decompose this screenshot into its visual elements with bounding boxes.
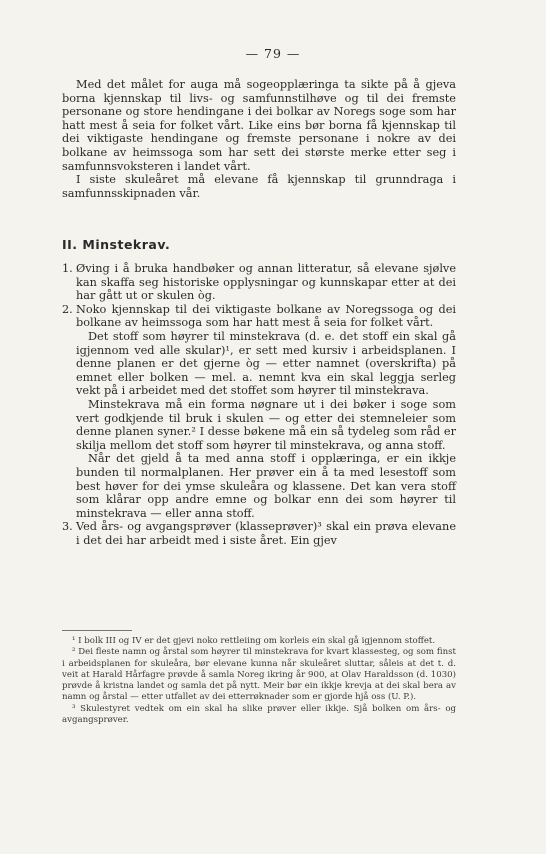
item-paragraph: Minstekrava må ein forma nøgnare ut i dei bøker i soge som vert godkjende til bruk i skulen — og etter dei stemneleier som denne planen syner.² I desse bøkene må ein så tydeleg som råd er skilja mellom det stoff som høyrer til minstekrava, og anna stoff.: [76, 397, 456, 452]
item-paragraph: Når det gjeld å ta med anna stoff i opplæringa, er ein ikkje bunden til normalplanen. Her prøver ein å ta med lesestoff som best høver for dei ymse skuleåra og klassene. Det kan vera stoff som klårar opp andre emne og bolkar enn dei som høyrer til minstekrava — eller anna stoff.: [76, 452, 456, 520]
footnote: ³ Skulestyret vedtek om ein skal ha slike prøver eller ikkje. Sjå bolken om års- og avgangsprøver.: [62, 703, 456, 726]
item-number: 1.: [62, 262, 73, 275]
item-paragraph: Noko kjennskap til dei viktigaste bolkane av Noregssoga og dei bolkane av heimssoga som har hatt mest å seia for folket vårt.: [76, 302, 456, 330]
item-body: [76, 262, 456, 303]
list-item: [62, 262, 456, 303]
intro-paragraph: I siste skuleåret må elevane få kjennskap til grunndraga i samfunnsskipnaden vår.: [62, 173, 456, 200]
item-paragraph: Ved års- og avgangsprøver (klasseprøver)³ skal ein prøva elevane i det dei har arbeidt med i siste året. Ein gjev: [76, 520, 456, 547]
requirements-list: [62, 262, 456, 547]
item-number: 2.: [62, 302, 73, 316]
list-item: [62, 520, 456, 547]
list-item: [62, 303, 456, 521]
footnote: ² Dei fleste namn og årstal som høyrer til minstekrava for kvart klassesteg, og som finst i arbeidsplanen for skuleåra, bør elevane kunna når skuleåret sluttar, såleis at det t. d. veit at Harald Hårfagre prøvde å samla Noreg ikring år 900, at Olav Haraldsson (d. 1030) prøvde å kristna landet og samla det på nytt. Meir bør ein ikkje krevja at dei skal bera av namn og årstal — etter utfallet av dei etterrøknader som er gjorde hjå oss (U. P.).: [62, 647, 456, 703]
page-number: — 79 —: [245, 46, 301, 61]
footnote: ¹ I bolk III og IV er det gjevi noko rettleiing om korleis ein skal gå igjennom stoffet.: [72, 636, 436, 646]
intro-paragraph: Med det målet for auga må sogeopplæringa ta sikte på å gjeva borna kjennskap til livs- og samfunnstilhøve og til dei fremste personane og store hendingane i dei bolkar av Noregs soge som har hatt mest å seia for folket vårt. Like eins bør borna få kjennskap til dei viktigaste hendingane og fremste personane i nokre av dei bolkane av heimssoga som har sett dei største merke etter seg i samfunnsvoksteren i landet vårt.: [62, 78, 456, 173]
item-number: 3.: [62, 520, 73, 534]
item-paragraph: Øving i å bruka handbøker og annan litteratur, så elevane sjølve kan skaffa seg historiske opplysningar og kunnskapar etter at dei har gått ut or skulen òg.: [76, 262, 456, 303]
intro-section: [62, 78, 456, 200]
section-heading: II. Minstekrav.: [62, 237, 171, 252]
footnote-divider: [62, 630, 132, 631]
footnotes: [62, 636, 456, 726]
item-paragraph: Det stoff som høyrer til minstekrava (d. e. det stoff ein skal gå igjennom ved alle skular)¹, er sett med kursiv i arbeidsplanen. I denne planen er det gjerne òg — etter namnet (overskrifta) på emnet eller bolken — mel. a. nemnt kva ein skal leggja serleg vekt på i arbeidet med det stoffet som høyrer til minstekrava.: [76, 329, 456, 398]
item-body: [76, 303, 456, 521]
item-body: [76, 520, 456, 547]
